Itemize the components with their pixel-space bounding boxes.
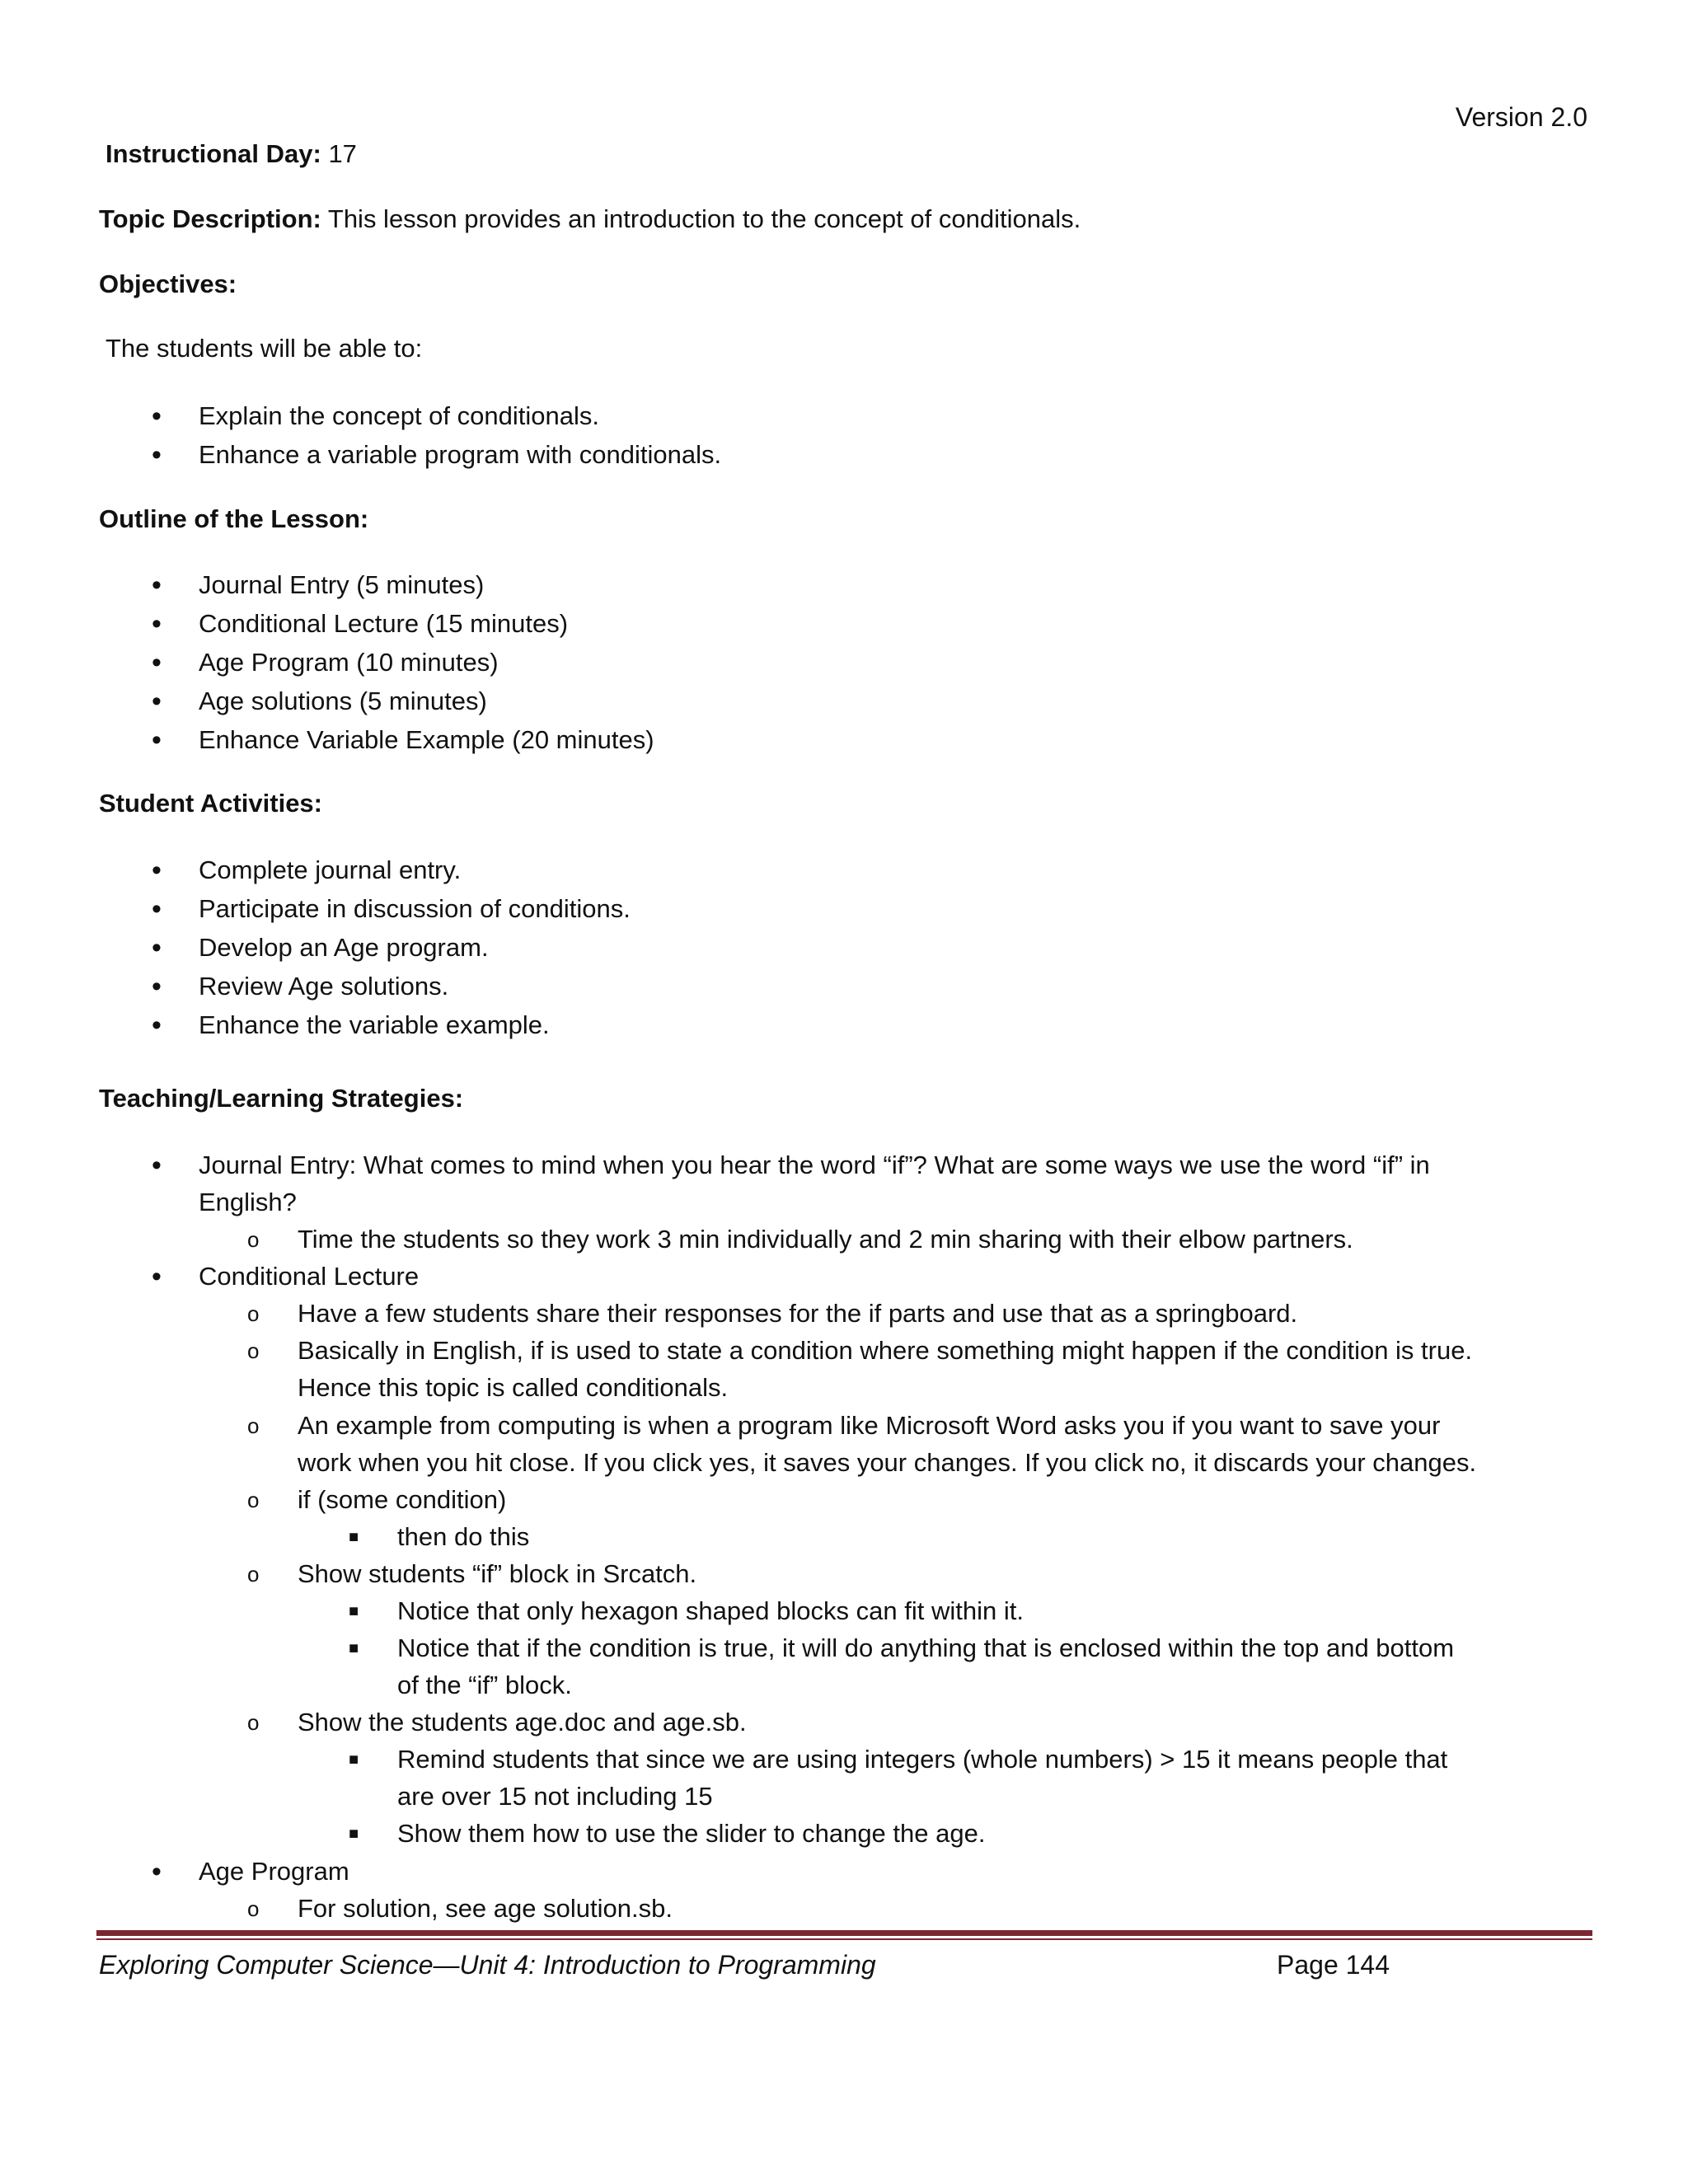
bullet-icon: •: [152, 1150, 162, 1181]
strategy-line: work when you hit close. If you click yes, it saves your changes. If you click no, it discards your changes.: [298, 1448, 1477, 1477]
instructional-day-value: 17: [321, 139, 357, 168]
circle-bullet-icon: o: [247, 1301, 260, 1326]
footer-divider: [96, 1930, 1592, 1936]
strategy-line: then do this: [397, 1522, 530, 1551]
objective-item: Explain the concept of conditionals.: [199, 401, 599, 430]
strategy-line: Age Program: [199, 1857, 349, 1886]
topic-description-value: This lesson provides an introduction to the concept of conditionals.: [321, 204, 1081, 233]
activity-item: Develop an Age program.: [199, 933, 489, 962]
bullet-icon: •: [152, 932, 162, 963]
bullet-icon: •: [152, 893, 162, 925]
strategy-line: Time the students so they work 3 min individually and 2 min sharing with their elbow partners.: [298, 1225, 1353, 1254]
strategy-line: of the “if” block.: [397, 1671, 572, 1699]
activities-heading: Student Activities:: [99, 789, 322, 818]
outline-item: Age Program (10 minutes): [199, 648, 499, 677]
footer-divider-thin: [96, 1938, 1592, 1940]
activity-item: Enhance the variable example.: [199, 1010, 550, 1039]
instructional-day: [106, 136, 357, 172]
strategy-line: are over 15 not including 15: [397, 1782, 713, 1811]
objectives-heading: Objectives:: [99, 269, 237, 298]
topic-description: [99, 201, 1081, 237]
circle-bullet-icon: o: [247, 1488, 260, 1512]
square-bullet-icon: ■: [349, 1750, 359, 1769]
strategy-line: Remind students that since we are using integers (whole numbers) > 15 it means people that: [397, 1745, 1448, 1774]
strategy-line: Have a few students share their responses for the if parts and use that as a springboard.: [298, 1299, 1298, 1328]
strategy-line: Conditional Lecture: [199, 1262, 420, 1291]
bullet-icon: •: [152, 401, 162, 432]
square-bullet-icon: ■: [349, 1602, 359, 1620]
objective-item: Enhance a variable program with conditionals.: [199, 440, 722, 469]
strategy-line: if (some condition): [298, 1485, 507, 1514]
activity-item: Participate in discussion of conditions.: [199, 894, 631, 923]
objectives-intro: The students will be able to:: [106, 334, 423, 363]
outline-item: Enhance Variable Example (20 minutes): [199, 725, 654, 754]
strategy-line: Show the students age.doc and age.sb.: [298, 1708, 747, 1736]
strategy-line: Show them how to use the slider to change the age.: [397, 1819, 986, 1848]
activity-item: Complete journal entry.: [199, 855, 462, 884]
strategy-line: English?: [199, 1188, 297, 1216]
circle-bullet-icon: o: [247, 1338, 260, 1363]
bullet-icon: •: [152, 855, 162, 886]
bullet-icon: •: [152, 608, 162, 640]
outline-item: Age solutions (5 minutes): [199, 687, 487, 715]
bullet-icon: •: [152, 439, 162, 471]
instructional-day-label: Instructional Day:: [106, 139, 321, 168]
strategies-heading: Teaching/Learning Strategies:: [99, 1084, 464, 1113]
bullet-icon: •: [152, 724, 162, 756]
strategy-line: Notice that if the condition is true, it will do anything that is enclosed within the top and bottom: [397, 1633, 1455, 1662]
strategy-line: Show students “if” block in Srcatch.: [298, 1559, 697, 1588]
circle-bullet-icon: o: [247, 1896, 260, 1921]
strategy-line: For solution, see age solution.sb.: [298, 1894, 673, 1923]
strategy-line: Notice that only hexagon shaped blocks can fit within it.: [397, 1596, 1024, 1625]
circle-bullet-icon: o: [247, 1562, 260, 1586]
outline-item: Journal Entry (5 minutes): [199, 570, 485, 599]
version-label: Version 2.0: [1455, 102, 1587, 132]
bullet-icon: •: [152, 1261, 162, 1292]
circle-bullet-icon: o: [247, 1227, 260, 1252]
circle-bullet-icon: o: [247, 1413, 260, 1438]
strategy-line: An example from computing is when a program like Microsoft Word asks you if you want to save your: [298, 1411, 1441, 1440]
topic-description-label: Topic Description:: [99, 204, 321, 233]
footer-page-number: Page 144: [1277, 1950, 1390, 1980]
square-bullet-icon: ■: [349, 1825, 359, 1843]
square-bullet-icon: ■: [349, 1528, 359, 1546]
bullet-icon: •: [152, 647, 162, 678]
circle-bullet-icon: o: [247, 1710, 260, 1735]
footer-course-title: Exploring Computer Science—Unit 4: Introduction to Programming: [99, 1950, 876, 1980]
bullet-icon: •: [152, 569, 162, 601]
strategy-line: Basically in English, if is used to state a condition where something might happen if the condition is true.: [298, 1336, 1473, 1365]
outline-item: Conditional Lecture (15 minutes): [199, 609, 569, 638]
activity-item: Review Age solutions.: [199, 972, 449, 1001]
strategy-line: Journal Entry: What comes to mind when you hear the word “if”? What are some ways we use the word “if” in: [199, 1151, 1430, 1179]
strategy-line: Hence this topic is called conditionals.: [298, 1373, 729, 1402]
bullet-icon: •: [152, 971, 162, 1002]
bullet-icon: •: [152, 1010, 162, 1041]
outline-heading: Outline of the Lesson:: [99, 504, 369, 533]
square-bullet-icon: ■: [349, 1639, 359, 1657]
bullet-icon: •: [152, 686, 162, 717]
bullet-icon: •: [152, 1856, 162, 1887]
